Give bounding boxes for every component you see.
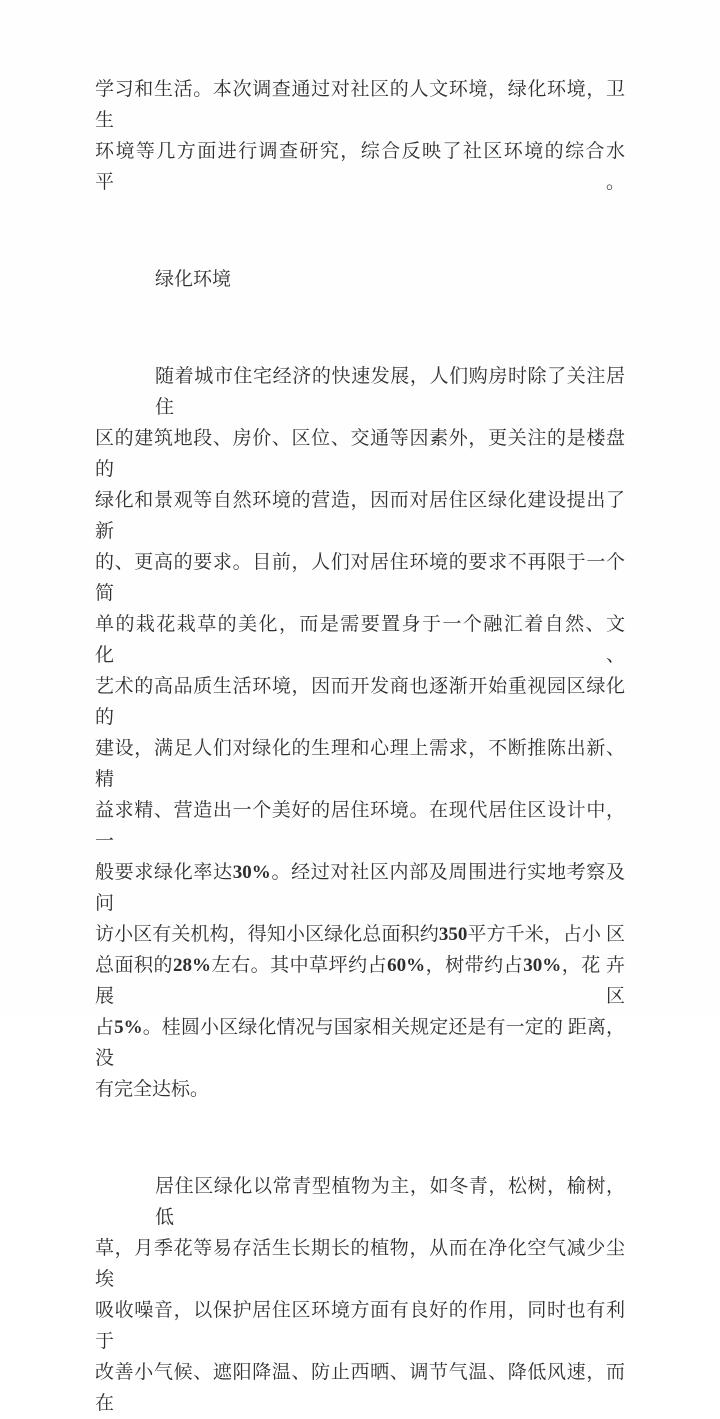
text-line	[95, 1171, 625, 1233]
text-line	[95, 1357, 625, 1419]
text-line	[95, 423, 625, 485]
text-line	[95, 733, 625, 795]
text-line	[95, 1012, 625, 1074]
text-line	[95, 361, 625, 423]
text-line	[95, 1295, 625, 1357]
text-segment: 访小区有关机构，得知小区绿化总面积约	[95, 924, 439, 945]
bold-statistic: 60%	[387, 955, 426, 976]
text-line	[95, 919, 625, 950]
plants-paragraph	[95, 1171, 625, 1419]
bold-statistic: 28%	[173, 955, 212, 976]
heading-line	[95, 264, 625, 295]
bold-statistic: 30%	[523, 955, 562, 976]
document-text-area	[95, 74, 625, 1419]
text-segment: 平方千米，占小 区	[467, 924, 625, 945]
text-line	[95, 485, 625, 547]
text-segment: 绿化和景观等自然环境的营造，因而对居住区绿化建设提出了新	[95, 490, 625, 542]
text-line	[95, 547, 625, 609]
text-line	[95, 950, 625, 1012]
text-line	[95, 136, 625, 198]
text-line	[95, 609, 625, 671]
text-line	[95, 857, 625, 919]
text-segment: 左右。其中草坪约占	[211, 955, 388, 976]
text-segment: ，花 卉展区	[95, 955, 625, 1007]
text-segment: 益求精、营造出一个美好的居住环境。在现代居住区设计中，一	[95, 800, 625, 852]
section-heading-greening	[95, 264, 625, 295]
text-segment: 区的建筑地段、房价、区位、交通等因素外，更关注的是楼盘的	[95, 428, 625, 480]
text-segment: 学习和生活。本次调查通过对社区的人文环境，绿化环境，卫生	[95, 79, 625, 131]
text-segment: 总面积的	[95, 955, 174, 976]
text-segment: 建设，满足人们对绿化的生理和心理上需求，不断推陈出新、精	[95, 738, 625, 790]
text-segment: 占	[95, 1017, 115, 1038]
text-line	[95, 795, 625, 857]
text-segment: 环境等几方面进行调查研究，综合反映了社区环境的综合水平。	[95, 141, 625, 193]
text-segment: 有完全达标。	[95, 1079, 210, 1100]
text-segment: 吸收噪音，以保护居住区环境方面有良好的作用，同时也有利于	[95, 1300, 625, 1352]
text-line	[95, 1074, 625, 1105]
greening-survey-paragraph	[95, 361, 625, 1105]
intro-paragraph	[95, 74, 625, 198]
text-segment: 单的栽花栽草的美化，而是需要置身于一个融汇着自然、文化、	[95, 614, 625, 666]
bold-statistic: 350	[438, 924, 468, 945]
text-segment: 改善小气候、遮阳降温、防止西晒、调节气温、降低风速，而在	[95, 1362, 625, 1414]
text-segment: 的、更高的要求。目前，人们对居住环境的要求不再限于一个简	[95, 552, 625, 604]
text-segment: 。经过对社区内部及周围进行实地考察及 问	[95, 862, 625, 914]
bold-statistic: 5%	[114, 1017, 143, 1038]
text-segment: 。桂圆小区绿化情况与国家相关规定还是有一定的 距离，没	[95, 1017, 625, 1069]
text-segment: ，树带约占	[425, 955, 524, 976]
bold-statistic: 30%	[232, 862, 271, 883]
text-line	[95, 1233, 625, 1295]
text-segment: 草，月季花等易存活生长期长的植物，从而在净化空气减少尘埃	[95, 1238, 625, 1290]
text-segment: 绿化环境	[155, 269, 232, 290]
text-segment: 随着城市住宅经济的快速发展，人们购房时除了关注居住	[155, 366, 625, 418]
text-line	[95, 74, 625, 136]
text-line	[95, 671, 625, 733]
text-segment: 居住区绿化以常青型植物为主，如冬青，松树，榆树，低	[155, 1176, 625, 1228]
text-segment: 般要求绿化率达	[95, 862, 233, 883]
text-segment: 艺术的高品质生活环境，因而开发商也逐渐开始重视园区绿化的	[95, 676, 625, 728]
